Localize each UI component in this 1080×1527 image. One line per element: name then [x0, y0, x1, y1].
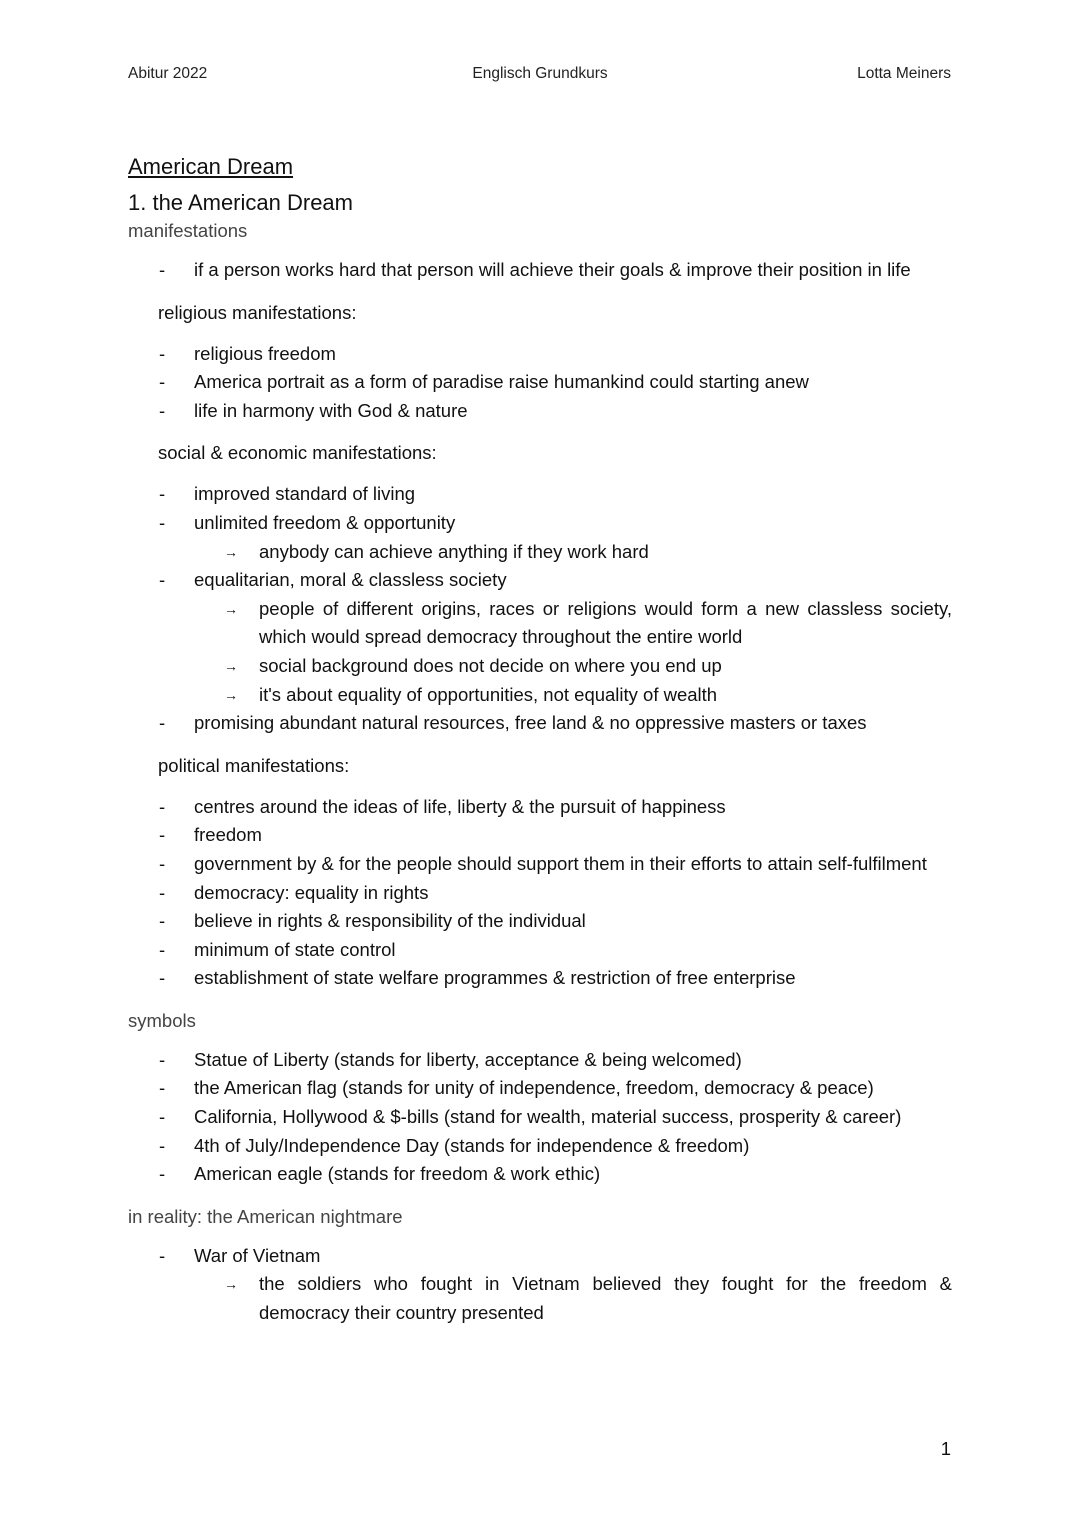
religious-list: [128, 340, 952, 426]
reality-list: [128, 1242, 952, 1328]
header-center: Englisch Grundkurs: [472, 65, 608, 82]
list-item: - improved standard of living: [159, 483, 416, 505]
list-item: - life in harmony with God & nature: [159, 399, 468, 421]
list-item: - equalitarian, moral & classless society → people of different origins, races or religions would form a new classless society, which would spread democracy throughout the entire world → social background does not decide on where you end up → it's about equality of opportunities, not equality of wealth: [128, 566, 952, 709]
manifestations-label: manifestations: [128, 220, 248, 241]
sub-list-item: → social background does not decide on where you end up: [194, 652, 952, 681]
list-item: - religious freedom: [159, 342, 336, 364]
political-list: [128, 793, 952, 993]
symbols-list: [128, 1046, 952, 1189]
sub-list-item: → the soldiers who fought in Vietnam believed they fought for the freedom & democracy their country presented: [194, 1270, 952, 1327]
arrow-right-icon: →: [224, 600, 238, 617]
reality-label: in reality: the American nightmare: [128, 1205, 403, 1227]
arrow-right-icon: →: [224, 686, 238, 703]
list-item: - if a person works hard that person will achieve their goals & improve their position in life: [159, 259, 911, 280]
social-list: [128, 480, 952, 737]
sub-list-item: → anybody can achieve anything if they work hard: [194, 538, 952, 567]
intro-list: [128, 256, 952, 285]
document-title: American Dream: [128, 154, 294, 179]
religious-label: religious manifestations:: [158, 301, 357, 323]
list-item: - California, Hollywood & $-bills (stand for wealth, material success, prosperity & career): [159, 1106, 902, 1128]
sub-list-item: → people of different origins, races or religions would form a new classless society, which would spread democracy throughout the entire world: [194, 595, 952, 652]
list-item: - freedom: [159, 824, 262, 846]
header-left: Abitur 2022: [128, 65, 208, 82]
list-item: - 4th of July/Independence Day (stands for independence & freedom): [159, 1134, 750, 1156]
list-item: - American eagle (stands for freedom & work ethic): [159, 1163, 601, 1185]
list-item: - Statue of Liberty (stands for liberty, acceptance & being welcomed): [159, 1048, 742, 1070]
list-item: - the American flag (stands for unity of independence, freedom, democracy & peace): [159, 1077, 874, 1099]
list-item: - establishment of state welfare programmes & restriction of free enterprise: [159, 967, 796, 989]
document-body: [128, 152, 952, 1328]
list-item: - America portrait as a form of paradise raise humankind could starting anew: [159, 371, 809, 393]
arrow-right-icon: →: [224, 1276, 238, 1293]
list-item: - unlimited freedom & opportunity → anybody can achieve anything if they work hard: [128, 509, 952, 566]
sub-list-item: → it's about equality of opportunities, not equality of wealth: [194, 681, 952, 710]
list-item: - promising abundant natural resources, free land & no oppressive masters or taxes: [159, 712, 867, 734]
list-item: - War of Vietnam → the soldiers who fought in Vietnam believed they fought for the freedom & democracy their country presented: [128, 1242, 952, 1328]
political-label: political manifestations:: [158, 754, 350, 776]
social-label: social & economic manifestations:: [158, 442, 437, 464]
header-right: Lotta Meiners: [857, 65, 951, 82]
list-item: - believe in rights & responsibility of the individual: [159, 910, 586, 932]
list-item: - government by & for the people should support them in their efforts to attain self-fulfilment: [159, 852, 927, 874]
section-heading: 1. the American Dream: [128, 190, 353, 215]
arrow-right-icon: →: [224, 543, 238, 560]
symbols-label: symbols: [128, 1009, 196, 1031]
list-item: - minimum of state control: [159, 938, 396, 960]
list-item: - democracy: equality in rights: [159, 881, 429, 903]
page-number: 1: [940, 1438, 951, 1459]
arrow-right-icon: →: [224, 657, 238, 674]
list-item: - centres around the ideas of life, liberty & the pursuit of happiness: [159, 795, 726, 817]
